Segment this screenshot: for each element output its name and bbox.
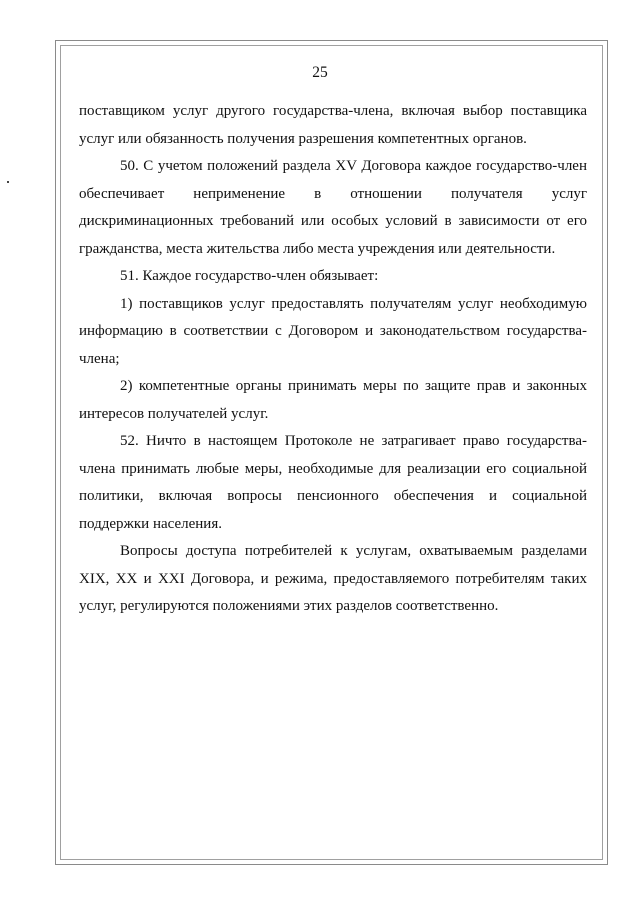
paragraph-51-item-1: 1) поставщиков услуг предоставлять получателям услуг необходимую информацию в соответствии с Договором и законодательством государства-члена; [79, 295, 587, 367]
paragraph-continuation: поставщиком услуг другого государства-члена, включая выбор поставщика услуг или обязанность получения разрешения компетентных органов. [79, 103, 587, 147]
page-number: 25 [312, 64, 328, 81]
document-body [79, 98, 587, 621]
paragraph-51-item-2: 2) компетентные органы принимать меры по защите прав и законных интересов получателей услуг. [79, 378, 587, 422]
paragraph-final: Вопросы доступа потребителей к услугам, охватываемым разделами XIX, XX и XXI Договора, и режима, предоставляемого потребителям таких услуг, регулируются положениями этих разделов соответственно. [79, 543, 587, 614]
margin-mark [7, 181, 9, 183]
paragraph-52: 52. Ничто в настоящем Протоколе не затрагивает право государства-члена принимать любые меры, необходимые для реализации его социальной политики, включая вопросы пенсионного обеспечения и социальной поддержки населения. [79, 433, 587, 532]
paragraph-51: 51. Каждое государство-член обязывает: [120, 268, 379, 284]
paragraph-50: 50. С учетом положений раздела XV Договора каждое государство-член обеспечивает неприменение в отношении получателя услуг дискриминационных требований или особых условий в зависимости от его гражданства, места жительства либо места учреждения или деятельности. [79, 158, 587, 257]
